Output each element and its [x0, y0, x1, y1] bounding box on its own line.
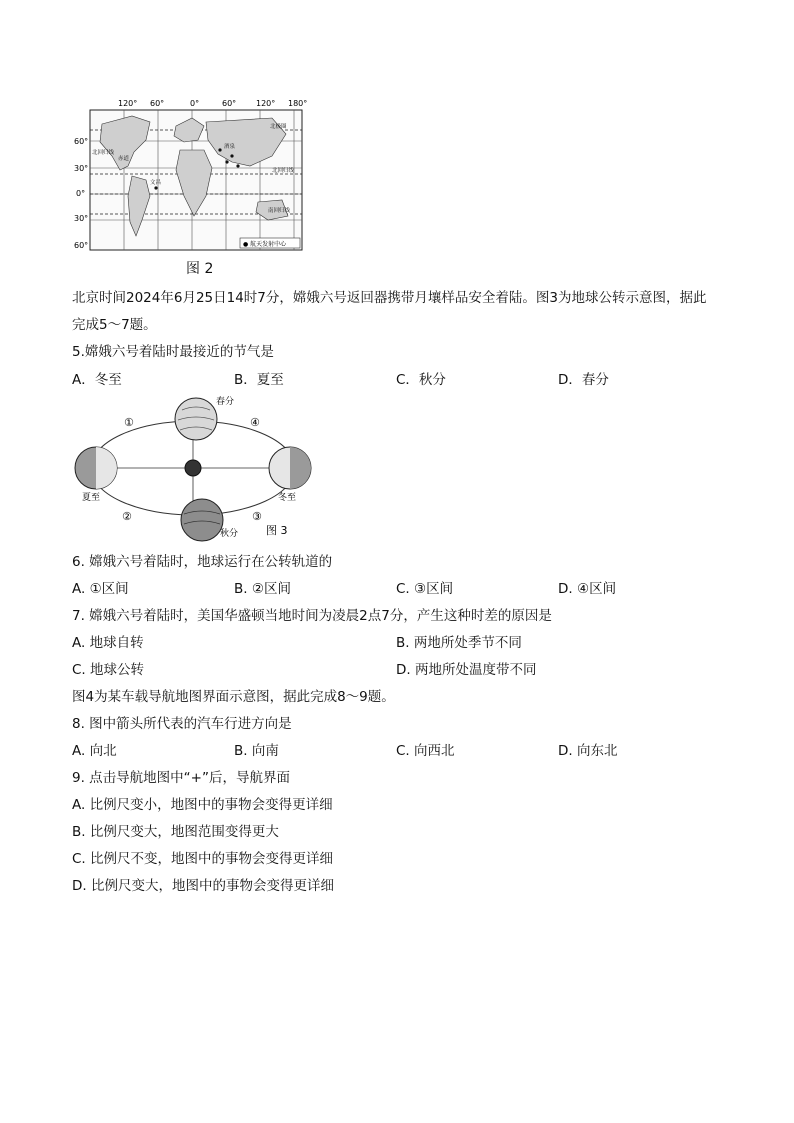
lon-label: 120° — [256, 99, 276, 108]
season-label: 春分 — [216, 397, 235, 407]
q9-option-b[interactable]: B. 比例尺变大，地图范围变得更大 — [72, 824, 279, 840]
q9-option-c[interactable]: C. 比例尺不变，地图中的事物会变得更详细 — [72, 851, 334, 867]
question-8-stem: 8. 图中箭头所代表的汽车行进方向是 — [72, 716, 292, 732]
q7-option-b[interactable]: B. 两地所处季节不同 — [396, 635, 522, 651]
map-label: 文昌 — [150, 180, 162, 186]
q9-option-a[interactable]: A. 比例尺变小，地图中的事物会变得更详细 — [72, 797, 333, 813]
earth-spring — [175, 398, 217, 440]
q7-option-d[interactable]: D. 两地所处温度带不同 — [396, 662, 537, 678]
q7-option-a[interactable]: A. 地球自转 — [72, 635, 144, 651]
lat-label: 0° — [76, 189, 86, 198]
interval-marker: ① — [124, 416, 134, 429]
map-label: 酒泉 — [224, 144, 236, 150]
q6-option-b[interactable]: B. ②区间 — [234, 581, 291, 597]
map-legend: ● 航天发射中心 — [243, 241, 287, 248]
lat-label: 30° — [74, 214, 89, 223]
q8-option-c[interactable]: C. 向西北 — [396, 743, 455, 759]
earth-autumn — [181, 499, 223, 541]
orbit-svg — [70, 392, 320, 542]
lon-label: 120° — [118, 99, 138, 108]
world-map-svg — [72, 96, 312, 256]
q5-option-c[interactable]: C．秋分 — [396, 372, 446, 388]
map-label: 赤道 — [118, 156, 130, 162]
intro-5-7-line1: 北京时间2024年6月25日14时7分，嫦娥六号返回器携带月壤样品安全着陆。图3为地球公转示意图，据此 — [72, 290, 707, 306]
lon-label: 60° — [150, 99, 165, 108]
interval-marker: ② — [122, 510, 132, 523]
q8-option-d[interactable]: D. 向东北 — [558, 743, 618, 759]
earth-summer — [75, 447, 117, 489]
map-label: 北回归线 — [272, 168, 295, 174]
lat-label: 60° — [74, 137, 89, 146]
question-6-stem: 6. 嫦娥六号着陆时，地球运行在公转轨道的 — [72, 554, 333, 570]
figure-2-caption: 图 2 — [186, 261, 214, 277]
figure-3-earth-orbit — [70, 392, 320, 542]
q6-option-a[interactable]: A. ①区间 — [72, 581, 129, 597]
figure-3-caption: 图 3 — [266, 524, 288, 537]
q7-option-c[interactable]: C. 地球公转 — [72, 662, 145, 678]
q6-option-c[interactable]: C. ③区间 — [396, 581, 454, 597]
intro-5-7-line2: 完成5～7题。 — [72, 317, 157, 333]
lon-label: 60° — [222, 99, 237, 108]
q5-option-b[interactable]: B．夏至 — [234, 372, 284, 388]
lat-label: 60° — [74, 241, 89, 250]
lon-label: 0° — [190, 99, 200, 108]
figure-2-world-map — [72, 96, 312, 256]
map-label: 北回归线 — [92, 150, 115, 156]
season-label: 秋分 — [220, 529, 239, 539]
intro-8-9: 图4为某车载导航地图界面示意图，据此完成8～9题。 — [72, 689, 395, 705]
lon-label: 180° — [288, 99, 308, 108]
lat-label: 30° — [74, 164, 89, 173]
earth-winter — [269, 447, 311, 489]
q8-option-b[interactable]: B. 向南 — [234, 743, 279, 759]
q6-option-d[interactable]: D. ④区间 — [558, 581, 617, 597]
question-7-stem: 7. 嫦娥六号着陆时，美国华盛顿当地时间为凌晨2点7分，产生这种时差的原因是 — [72, 608, 552, 624]
q5-option-d[interactable]: D．春分 — [558, 372, 609, 388]
season-label: 冬至 — [278, 493, 297, 503]
q9-option-d[interactable]: D. 比例尺变大，地图中的事物会变得更详细 — [72, 878, 334, 894]
map-label: 北极圈 — [270, 124, 287, 130]
question-9-stem: 9. 点击导航地图中“+”后，导航界面 — [72, 770, 290, 786]
question-5-stem: 5.嫦娥六号着陆时最接近的节气是 — [72, 344, 274, 360]
map-label: 南回归线 — [268, 208, 291, 214]
interval-marker: ④ — [250, 416, 260, 429]
season-label: 夏至 — [82, 493, 101, 503]
q5-option-a[interactable]: A．冬至 — [72, 372, 122, 388]
q8-option-a[interactable]: A. 向北 — [72, 743, 117, 759]
interval-marker: ③ — [252, 510, 262, 523]
